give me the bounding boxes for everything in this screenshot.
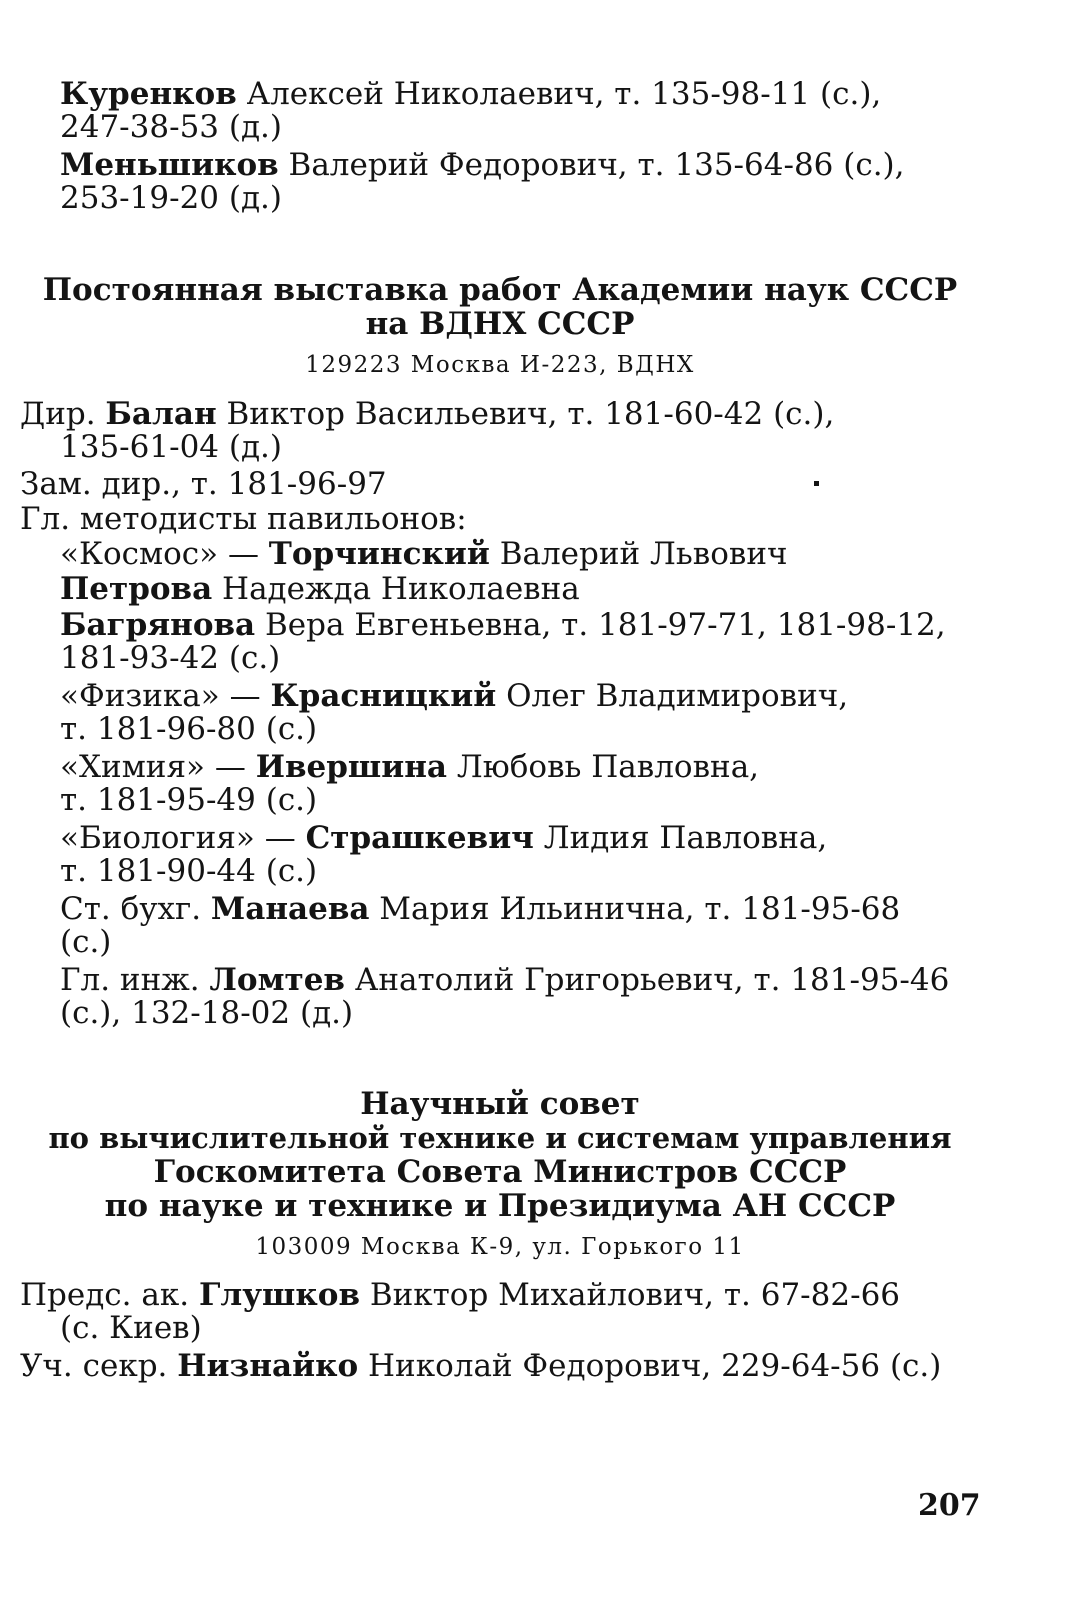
entry-bagryanova — [60, 609, 946, 642]
print-speck — [814, 481, 819, 486]
section-title: по науке и технике и Президиума АН СССР — [104, 1188, 896, 1224]
pavilion-label: «Биология» — — [60, 820, 306, 856]
page-number: 207 — [918, 1488, 981, 1523]
person-name: Манаева — [210, 891, 370, 927]
entry-continuation: т. 181-95-49 (с.) — [60, 782, 318, 818]
entry-kosmos — [60, 538, 788, 571]
person-name: Ивершина — [255, 749, 448, 785]
entry-director — [20, 398, 834, 431]
entry-details: Надежда Николаевна — [212, 571, 580, 607]
entry-deputy: Зам. дир., т. 181-96-97 — [20, 466, 387, 502]
entry-details: Виктор Михайлович, т. 67-82-66 — [359, 1277, 901, 1313]
entry-secretary — [20, 1350, 941, 1383]
person-name: Ломтев — [209, 962, 345, 998]
section-title: на ВДНХ СССР — [365, 306, 635, 342]
entry-details: Любовь Павловна, — [447, 749, 760, 785]
entry-continuation: 253-19-20 (д.) — [60, 180, 282, 216]
entry-details: Анатолий Григорьевич, т. 181-95-46 — [344, 962, 950, 998]
entry-details: Валерий Львович — [489, 536, 788, 572]
entry-accountant — [60, 893, 900, 926]
entry-details: Николай Федорович, 229-64-56 (с.) — [358, 1348, 942, 1384]
role-prefix: Дир. — [20, 396, 106, 432]
role-prefix: Уч. секр. — [20, 1348, 178, 1384]
entry-continuation: т. 181-96-80 (с.) — [60, 711, 318, 747]
section-title: Научный совет — [360, 1086, 640, 1122]
pavilion-label: «Химия» — — [60, 749, 256, 785]
person-name: Торчинский — [268, 536, 490, 572]
entry-details: Олег Владимирович, — [496, 678, 849, 714]
person-name: Красницкий — [270, 678, 497, 714]
entry-menshikov — [60, 149, 905, 182]
entry-biologiya — [60, 822, 827, 855]
role-prefix: Гл. инж. — [60, 962, 210, 998]
section-title: по вычислительной технике и системам управления — [48, 1121, 952, 1155]
entry-khimiya — [60, 751, 759, 784]
person-name: Петрова — [60, 571, 213, 607]
entry-continuation: 135-61-04 (д.) — [60, 429, 282, 465]
section-address: 129223 Москва И-223, ВДНХ — [305, 352, 695, 378]
entry-continuation: т. 181-90-44 (с.) — [60, 853, 318, 889]
entry-details: Алексей Николаевич, т. 135-98-11 (с.), — [236, 76, 882, 112]
entry-chair — [20, 1279, 900, 1312]
section-title: Постоянная выставка работ Академии наук СССР — [42, 272, 958, 308]
entry-details: Вера Евгеньевна, т. 181-97-71, 181-98-12, — [255, 607, 946, 643]
person-name: Меньшиков — [60, 147, 279, 183]
role-prefix: Предс. ак. — [20, 1277, 199, 1313]
pavilion-label: «Физика» — — [60, 678, 271, 714]
person-name: Куренков — [60, 76, 237, 112]
entry-petrova — [60, 573, 580, 606]
methodists-heading: Гл. методисты павильонов: — [20, 501, 467, 537]
section-title: Госкомитета Совета Министров СССР — [153, 1154, 847, 1190]
person-name: Балан — [105, 396, 217, 432]
entry-continuation: 247-38-53 (д.) — [60, 109, 282, 145]
person-name: Багрянова — [60, 607, 256, 643]
entry-continuation: (с. Киев) — [60, 1310, 202, 1346]
entry-chief-engineer — [60, 964, 949, 997]
role-prefix: Ст. бухг. — [60, 891, 211, 927]
entry-continuation: (с.), 132-18-02 (д.) — [60, 995, 354, 1031]
entry-details: Валерий Федорович, т. 135-64-86 (с.), — [278, 147, 905, 183]
pavilion-label: «Космос» — — [60, 536, 269, 572]
entry-details: Лидия Павловна, — [533, 820, 828, 856]
entry-continuation: 181-93-42 (с.) — [60, 640, 281, 676]
person-name: Страшкевич — [305, 820, 534, 856]
person-name: Низнайко — [177, 1348, 359, 1384]
entry-kurenkov — [60, 78, 881, 111]
entry-continuation: (с.) — [60, 924, 112, 960]
entry-details: Мария Ильинична, т. 181-95-68 — [369, 891, 901, 927]
entry-details: Виктор Васильевич, т. 181-60-42 (с.), — [216, 396, 835, 432]
section-address: 103009 Москва К-9, ул. Горького 11 — [255, 1234, 745, 1260]
person-name: Глушков — [198, 1277, 360, 1313]
entry-fizika — [60, 680, 848, 713]
